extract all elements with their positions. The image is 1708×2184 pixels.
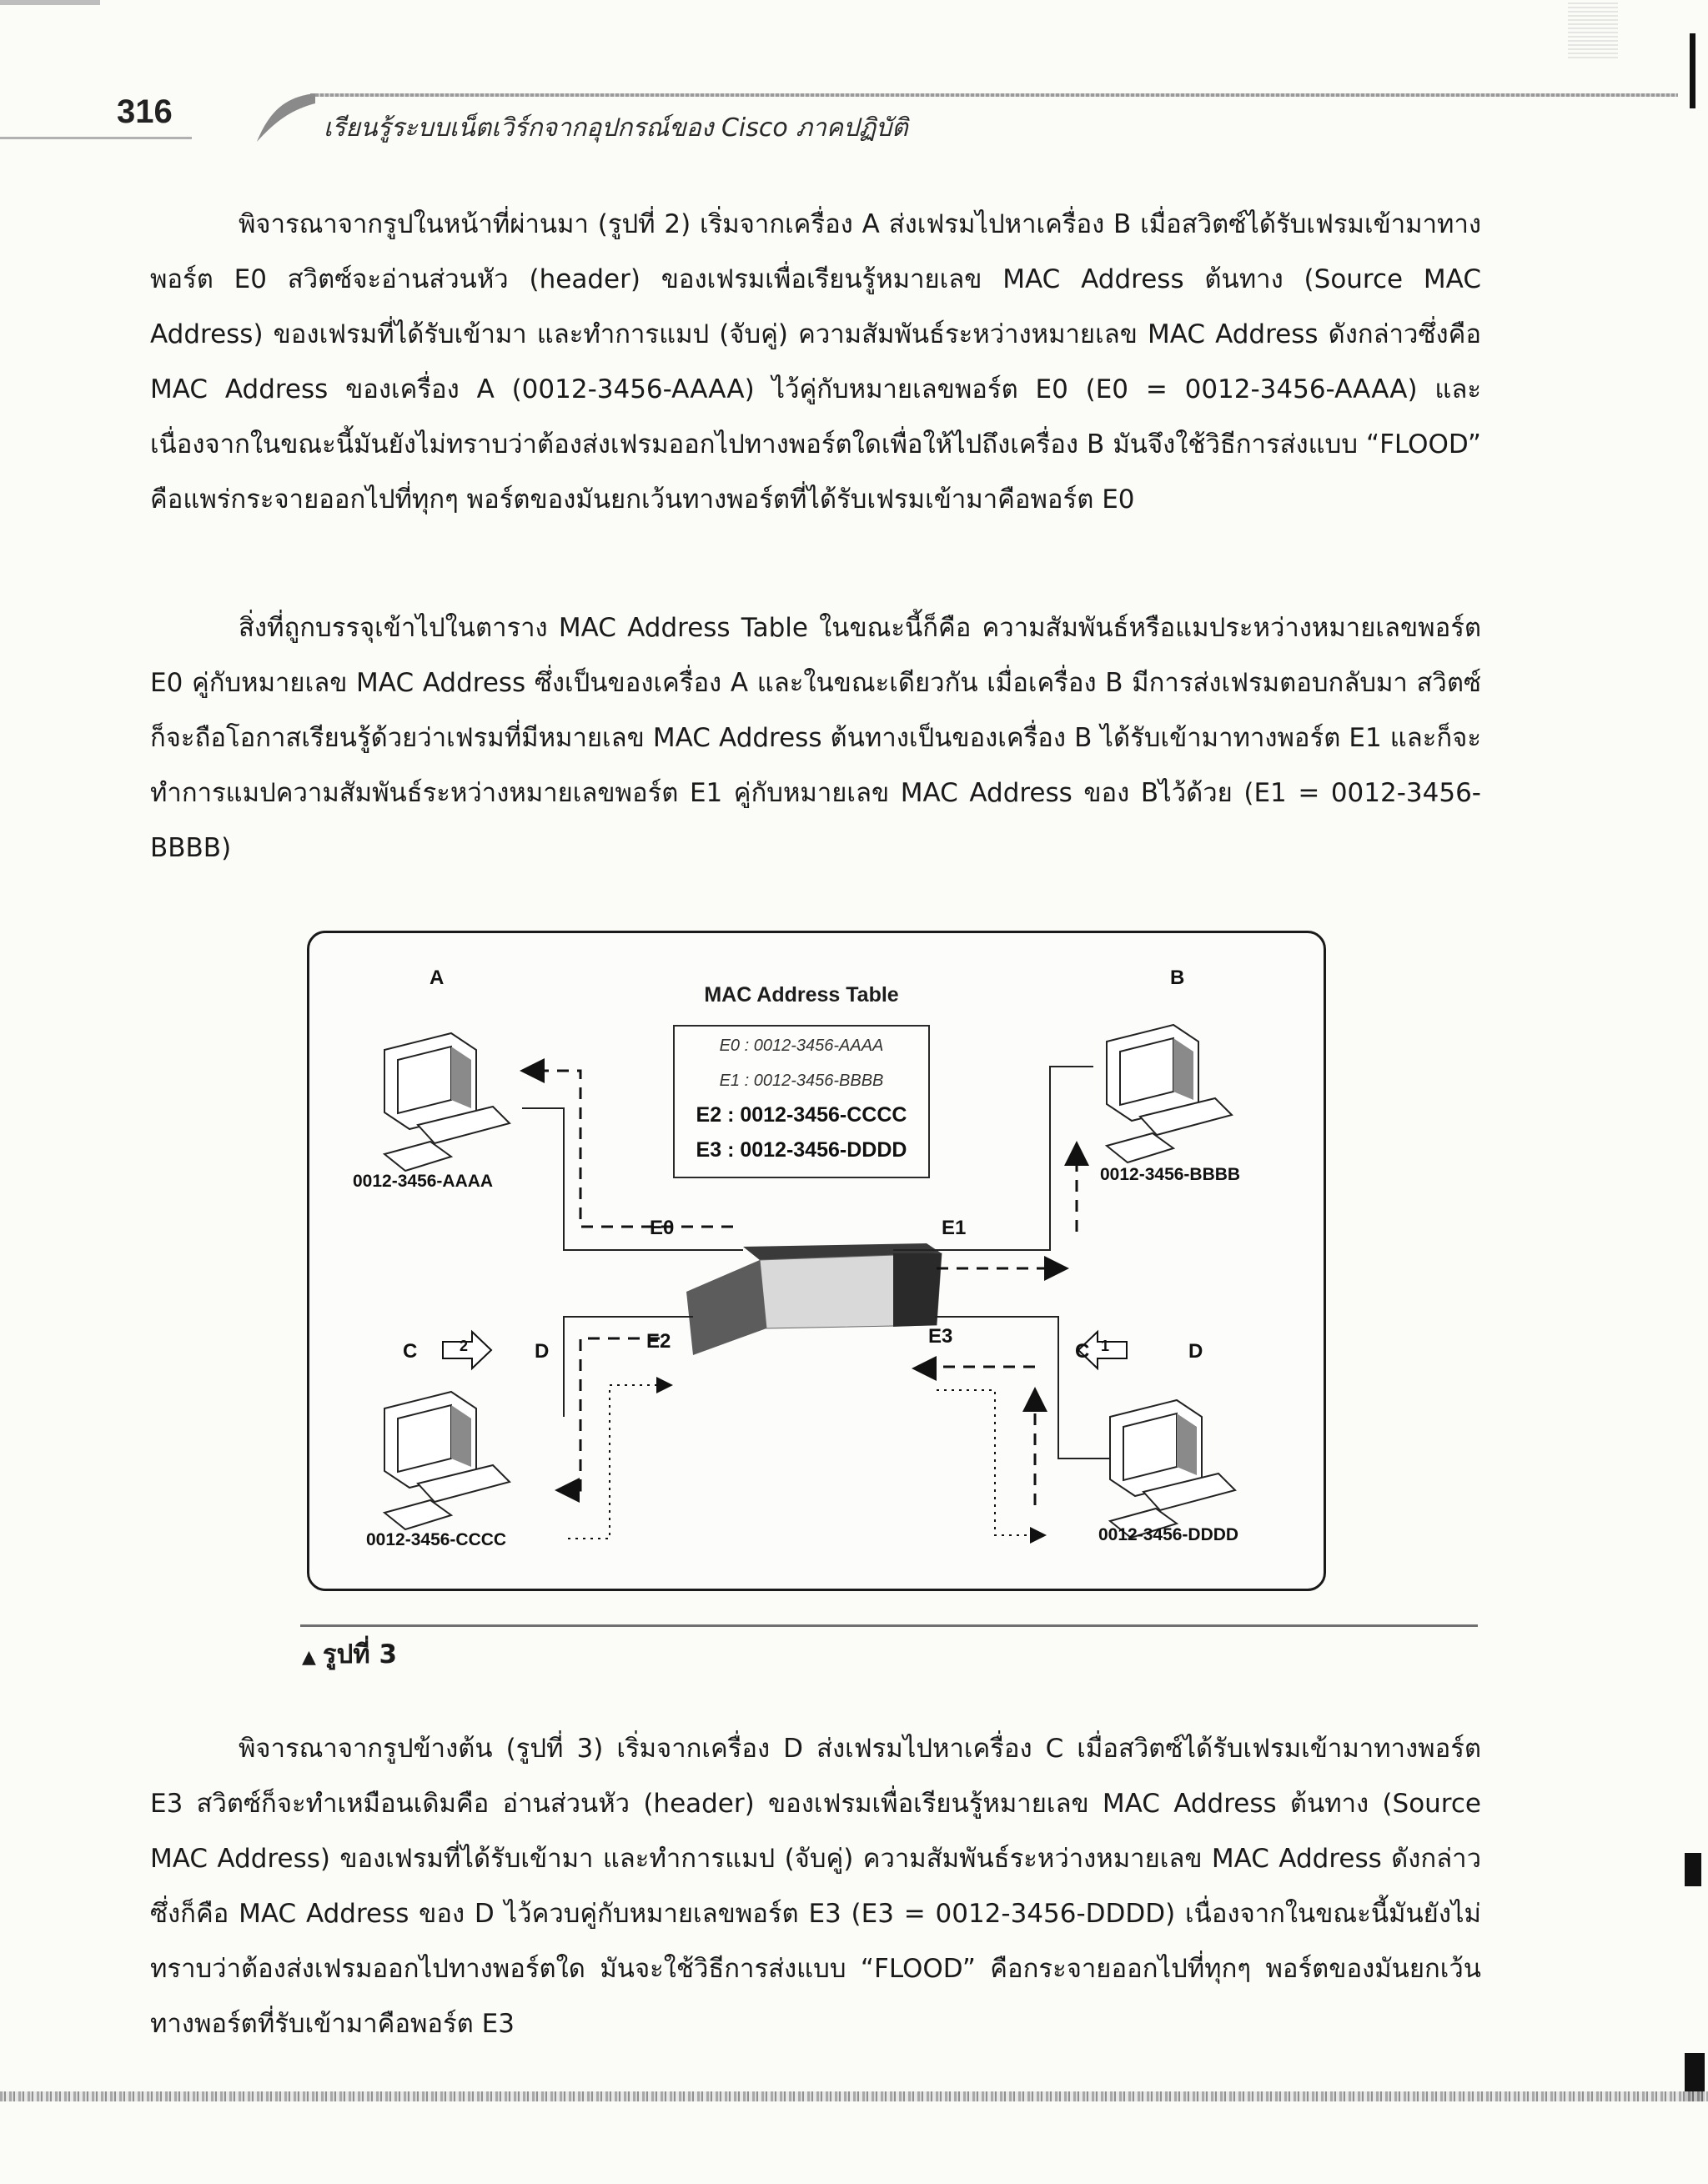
mac-table-row: E0 : 0012-3456-AAAA [719,1037,884,1055]
port-e1-label: E1 [942,1217,967,1239]
edge-mark [1690,33,1695,108]
running-header: เรียนรู้ระบบเน็ตเวิร์กจากอุปกรณ์ของ Cisco ภาคปฏิบัติ [324,113,908,143]
caption-rule [300,1624,1478,1627]
host-c-mac: 0012-3456-CCCC [366,1530,507,1549]
figure-caption-text: รูปที่ 3 [322,1639,398,1669]
flow-right-from: C [1075,1340,1090,1363]
mac-address-table [673,1025,930,1178]
switch-diagram [307,931,1326,1591]
triangle-icon: ▲ [302,1647,316,1668]
flow-left-to: D [535,1340,550,1363]
host-d-mac: 0012-3456-DDDD [1098,1525,1239,1544]
flow-left-step: 2 [460,1338,469,1354]
figure-caption [302,1633,397,1674]
host-a-mac: 0012-3456-AAAA [353,1172,494,1191]
mac-table-row: E2 : 0012-3456-CCCC [696,1103,907,1127]
port-e2-label: E2 [646,1330,671,1353]
flow-right-to: D [1188,1340,1203,1363]
port-e3-label: E3 [928,1325,953,1348]
header-rule [310,93,1678,97]
computer-c-icon [384,1392,510,1529]
body-paragraph: สิ่งที่ถูกบรรจุเข้าไปในตาราง MAC Address Table ในขณะนี้ก็คือ ความสัมพันธ์หรือแมประหว่างหมายเลขพอร์ต E0 คู่กับหมายเลข MAC Address ซึ่งเป็นของเครื่อง A และในขณะเดียวกัน เมื่อเครื่อง B มีการส่งเฟรมตอบกลับมา สวิตซ์ก็จะถือโอกาสเรียนรู้ด้วยว่าเฟรมที่มีหมายเลข MAC Address ต้นทางเป็นของเครื่อง B ได้รับเข้ามาทางพอร์ต E1 และก็จะทำการแมปความสัมพันธ์ระหว่างหมายเลขพอร์ต E1 คู่กับหมายเลข MAC Address ของ Bไว้ด้วย (E1 = 0012-3456-BBBB) [150,613,1481,863]
host-a-label: A [430,966,445,989]
computer-b-icon [1107,1025,1232,1162]
mac-table-title: MAC Address Table [704,983,899,1007]
mac-table-row: E1 : 0012-3456-BBBB [719,1072,884,1090]
host-b-label: B [1170,966,1185,989]
port-e0-label: E0 [650,1217,675,1239]
host-b-mac: 0012-3456-BBBB [1100,1165,1241,1184]
scan-artifact [0,0,100,5]
computer-a-icon [384,1033,510,1171]
scan-artifact [1568,0,1618,58]
body-paragraph: พิจารณาจากรูปข้างต้น (รูปที่ 3) เริ่มจากเครื่อง D ส่งเฟรมไปหาเครื่อง C เมื่อสวิตซ์ได้รับเฟรมเข้ามาทางพอร์ต E3 สวิตซ์ก็จะทำเหมือนเดิมคือ อ่านส่วนหัว (header) ของเฟรมเพื่อเรียนรู้หมายเลข MAC Address ต้นทาง (Source MAC Address) ของเฟรมที่ได้รับเข้ามา และทำการแมป (จับคู่) ความสัมพันธ์ระหว่างหมายเลข MAC Address ดังกล่าวซึ่งก็คือ MAC Address ของ D ไว้ควบคู่กับหมายเลขพอร์ต E3 (E3 = 0012-3456-DDDD) เนื่องจากในขณะนี้มันยังไม่ทราบว่าต้องส่งเฟรมออกไปทางพอร์ตใด มันจะใช้วิธีการส่งแบบ “FLOOD” คือกระจายออกไปที่ทุกๆ พอร์ตของมันยกเว้นทางพอร์ตที่รับเข้ามาคือพอร์ต E3 [150,1734,1481,2039]
scan-artifact [0,2091,1708,2101]
switch-icon [686,1243,942,1355]
body-paragraph: พิจารณาจากรูปในหน้าที่ผ่านมา (รูปที่ 2) เริ่มจากเครื่อง A ส่งเฟรมไปหาเครื่อง B เมื่อสวิตซ์ได้รับเฟรมเข้ามาทางพอร์ต E0 สวิตซ์จะอ่านส่วนหัว (header) ของเฟรมเพื่อเรียนรู้หมายเลข MAC Address ต้นทาง (Source MAC Address) ของเฟรมที่ได้รับเข้ามา และทำการแมป (จับคู่) ความสัมพันธ์ระหว่างหมายเลข MAC Address ดังกล่าวซึ่งคือ MAC Address ของเครื่อง A (0012-3456-AAAA) ไว้คู่กับหมายเลขพอร์ต E0 (E0 = 0012-3456-AAAA) และเนื่องจากในขณะนี้มันยังไม่ทราบว่าต้องส่งเฟรมออกไปทางพอร์ตใดเพื่อให้ไปถึงเครื่อง B มันจึงใช้วิธีการส่งแบบ “FLOOD” คือแพร่กระจายออกไปที่ทุกๆ พอร์ตของมันยกเว้นทางพอร์ตที่ได้รับเฟรมเข้ามาคือพอร์ต E0 [150,209,1481,515]
mac-table-row: E3 : 0012-3456-DDDD [696,1138,907,1162]
header-swoosh-icon [250,88,317,147]
flow-right-step: 1 [1101,1338,1110,1354]
edge-mark [1685,1853,1701,1886]
computer-d-icon [1110,1400,1235,1538]
header-rule [0,137,192,139]
flow-left-from: C [403,1340,418,1363]
page-number: 316 [117,93,173,130]
